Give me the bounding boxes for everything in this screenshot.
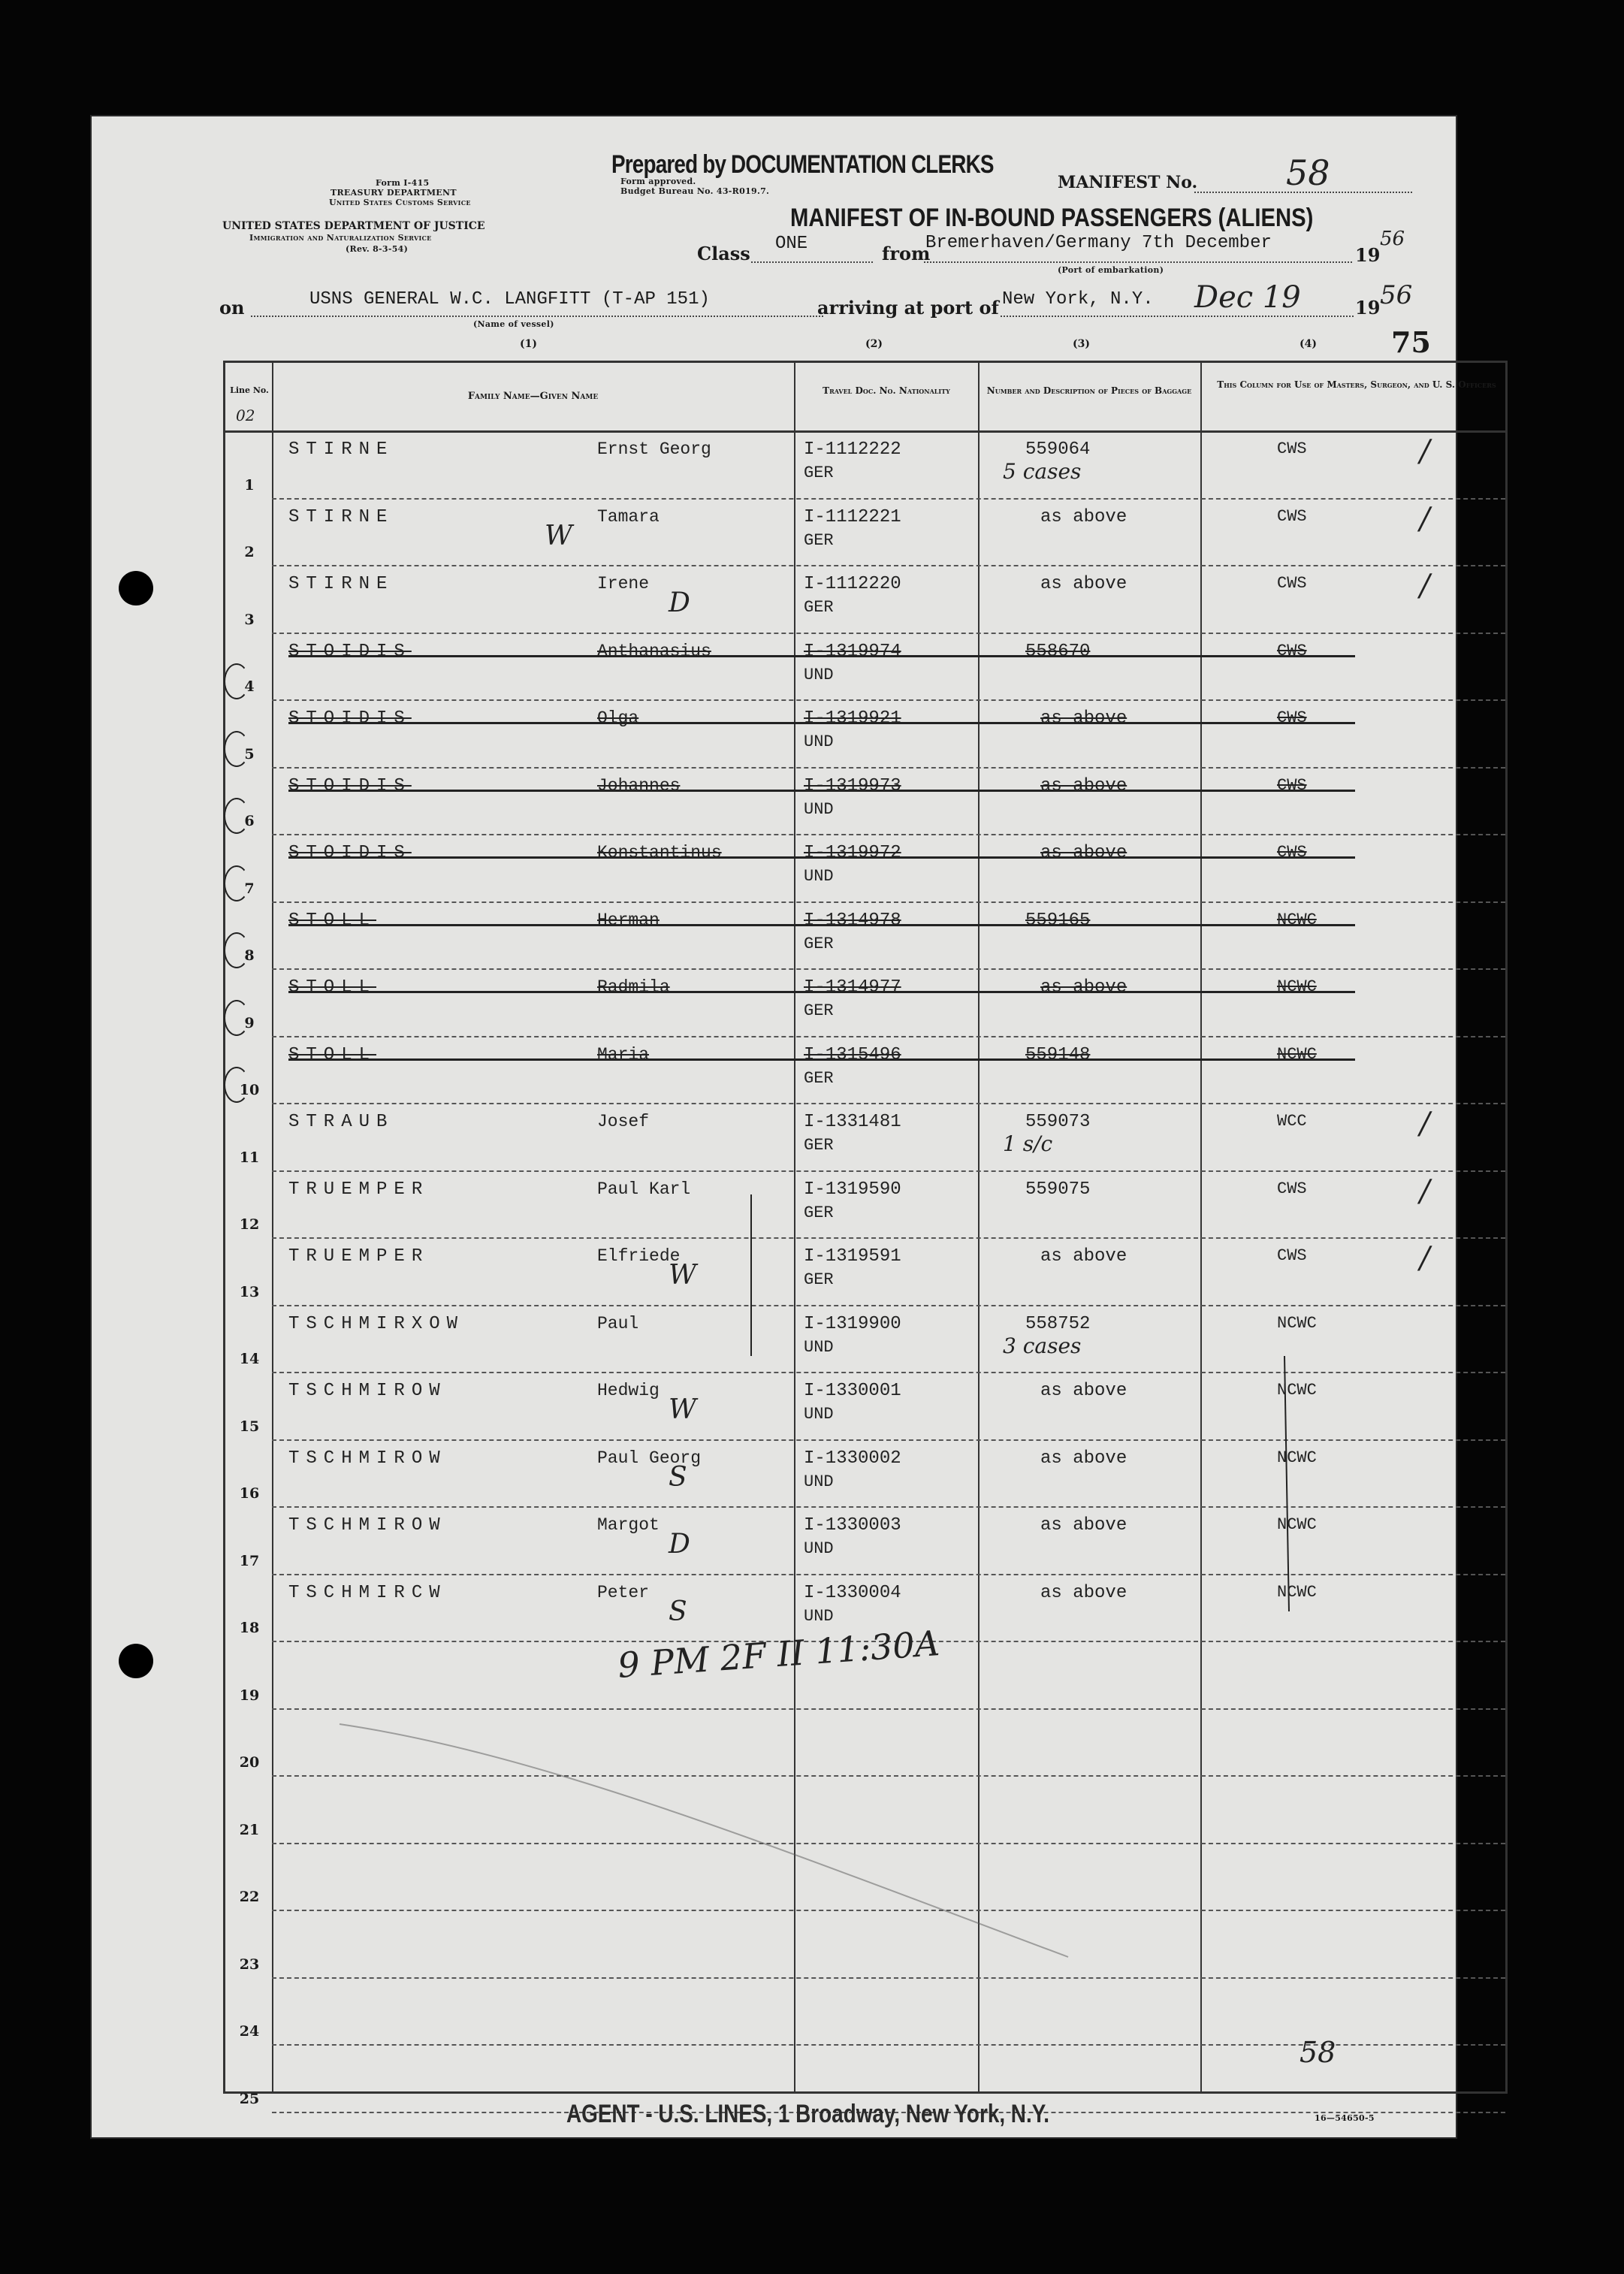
sponsoring-agency: CWS (1277, 574, 1307, 593)
family-name: TRUEMPER (288, 1246, 430, 1267)
family-name: STOIDIS (288, 775, 412, 796)
line-number: 20 (239, 1754, 260, 1771)
given-name: Maria (597, 1044, 650, 1065)
family-name: TRUEMPER (288, 1179, 430, 1200)
baggage-description: as above (1040, 574, 1127, 594)
nationality: GER (804, 1136, 834, 1155)
given-name: Paul Karl (597, 1179, 691, 1199)
baggage-description: 559064 (1025, 439, 1091, 460)
sponsoring-agency: NCWC (1277, 1381, 1317, 1400)
nationality: GER (804, 530, 834, 550)
given-name: Tamara (597, 506, 660, 527)
punch-hole-top (119, 571, 153, 605)
travel-doc-number: I-1330003 (804, 1515, 901, 1536)
line-number: 9 (244, 1014, 255, 1031)
family-name: STOIDIS (288, 641, 412, 662)
nationality: GER (804, 1001, 834, 1020)
relation-mark: W (545, 520, 573, 551)
baggage-note: 5 cases (1003, 459, 1082, 484)
given-name: Margot (597, 1515, 660, 1535)
family-name: STIRNE (288, 439, 394, 460)
line-no-header: Line No. (230, 385, 269, 395)
baggage-description: as above (1040, 843, 1127, 863)
nationality: GER (804, 464, 834, 482)
manifest-title: MANIFEST OF IN-BOUND PASSENGERS (ALIENS) (790, 204, 1314, 232)
nationality: GER (804, 1068, 834, 1088)
travel-doc-number: I-1314978 (804, 910, 901, 931)
year-suffix: 56 (1380, 228, 1405, 250)
name-header: Family Name—Given Name (467, 391, 599, 402)
sponsoring-agency: NCWC (1277, 977, 1317, 996)
family-name: STIRNE (288, 506, 394, 527)
revision-label: (Rev. 8-3-54) (346, 244, 409, 254)
nationality: UND (804, 1472, 834, 1491)
line-number: 6 (244, 813, 255, 829)
nationality: GER (804, 934, 834, 953)
given-name: Paul Georg (597, 1448, 702, 1468)
line-number: 11 (239, 1149, 260, 1166)
line-number: 25 (239, 2090, 260, 2107)
baggage-header: Number and Description of Pieces of Baggage (986, 385, 1192, 396)
travel-doc-number: I-1315496 (804, 1044, 901, 1065)
travel-doc-number: I-1319900 (804, 1313, 901, 1334)
punch-hole-bottom (119, 1644, 153, 1678)
arriving-label: arriving at port of (817, 297, 999, 319)
customs-label: United States Customs Service (329, 198, 471, 207)
family-name: TSCHMIRXOW (288, 1313, 465, 1334)
relation-mark: S (669, 1461, 687, 1493)
sponsoring-agency: NCWC (1277, 1313, 1317, 1333)
arrival-year-prefix: 19 (1355, 297, 1381, 319)
line-number: 1 (244, 476, 255, 494)
line-number: 3 (244, 611, 255, 628)
nationality: GER (804, 1270, 834, 1289)
travel-doc-number: I-1319590 (804, 1179, 901, 1200)
sponsoring-agency: CWS (1277, 439, 1307, 458)
line-number: 17 (239, 1552, 260, 1569)
family-name: STOLL (288, 1044, 377, 1065)
sponsoring-agency: CWS (1277, 1246, 1307, 1265)
travel-doc-number: I-1330002 (804, 1448, 901, 1469)
family-name: STOLL (288, 977, 377, 998)
baggage-description: as above (1040, 506, 1127, 527)
print-code: 16—54650-5 (1315, 2113, 1375, 2123)
relation-mark: D (669, 1529, 690, 1560)
class-value: ONE (775, 234, 808, 254)
sponsoring-agency: NCWC (1277, 1448, 1317, 1467)
family-name: STOIDIS (288, 708, 412, 729)
officers-header: This Column for Use of Masters, Surgeon, and U. S. Officers (1217, 379, 1496, 390)
line-number: 19 (239, 1687, 260, 1704)
check-mark: / (1420, 1241, 1430, 1276)
travel-doc-number: I-1319973 (804, 775, 901, 796)
check-mark: / (1420, 501, 1430, 536)
travel-doc-number: I-1331481 (804, 1112, 901, 1132)
family-name: STOIDIS (288, 843, 412, 863)
line-number: 24 (239, 2023, 260, 2040)
line-number: 12 (239, 1216, 260, 1233)
family-name: STOLL (288, 910, 377, 931)
baggage-description: 559148 (1025, 1044, 1091, 1065)
check-mark: / (1420, 1107, 1430, 1141)
nationality: GER (804, 598, 834, 617)
relation-mark: W (669, 1260, 697, 1291)
manifest-sheet (92, 116, 1496, 2137)
line-no-handwritten: 02 (236, 406, 255, 424)
manifest-no-label: MANIFEST No. (1058, 173, 1198, 192)
nationality: UND (804, 867, 834, 886)
given-name: Herman (597, 910, 660, 930)
line-number: 14 (239, 1351, 260, 1367)
nationality: UND (804, 665, 834, 684)
sponsoring-agency: CWS (1277, 775, 1307, 795)
travel-doc-number: I-1330001 (804, 1381, 901, 1401)
given-name: Hedwig (597, 1381, 660, 1400)
justice-label: UNITED STATES DEPARTMENT OF JUSTICE (222, 220, 485, 232)
given-name: Peter (597, 1582, 650, 1602)
baggage-description: 559075 (1025, 1179, 1091, 1200)
travel-doc-number: I-1319591 (804, 1246, 901, 1267)
nationality: UND (804, 799, 834, 819)
col-3-number: (3) (1073, 338, 1090, 350)
baggage-description: 559165 (1025, 910, 1091, 931)
prepared-by-stamp: Prepared by DOCUMENTATION CLERKS (611, 150, 994, 179)
nationality: UND (804, 1606, 834, 1626)
embarkation-value: Bremerhaven/Germany 7th December (925, 233, 1272, 253)
line-number: 8 (244, 947, 255, 964)
family-name: TSCHMIRCW (288, 1582, 447, 1603)
baggage-description: as above (1040, 1246, 1127, 1267)
family-name: STIRNE (288, 574, 394, 594)
line-number: 10 (239, 1082, 260, 1098)
line-number: 4 (244, 678, 255, 695)
line-number: 23 (239, 1955, 260, 1973)
given-name: Elfriede (597, 1246, 681, 1266)
agent-footer: AGENT - U.S. LINES, 1 Broadway, New York, N.Y. (566, 2100, 1049, 2128)
baggage-description: 559073 (1025, 1112, 1091, 1132)
line-number: 2 (244, 544, 255, 560)
line-number: 15 (239, 1418, 260, 1435)
form-approved-label: Form approved. (620, 177, 696, 186)
sponsoring-agency: NCWC (1277, 910, 1317, 929)
check-mark: / (1420, 569, 1430, 603)
baggage-note: 3 cases (1003, 1333, 1082, 1358)
col-4-number: (4) (1300, 338, 1317, 350)
travel-doc-number: I-1319921 (804, 708, 901, 729)
given-name: Paul (597, 1313, 639, 1333)
from-label: from (882, 243, 931, 264)
class-label: Class (697, 243, 750, 264)
baggage-description: as above (1040, 1448, 1127, 1469)
year-prefix: 19 (1355, 244, 1381, 266)
nationality: UND (804, 1405, 834, 1424)
vessel-name-note: (Name of vessel) (473, 319, 554, 329)
given-name: Konstantinus (597, 843, 722, 862)
baggage-description: 558752 (1025, 1313, 1091, 1334)
relation-mark: S (669, 1596, 687, 1627)
relation-mark: D (669, 587, 690, 618)
nationality: UND (804, 732, 834, 751)
family-name: TSCHMIROW (288, 1515, 447, 1536)
form-number: Form I-415 (376, 178, 430, 188)
travel-doc-header: Travel Doc. No. Nationality (823, 385, 950, 396)
ins-label: Immigration and Naturalization Service (249, 233, 432, 243)
pencil-stroke (92, 116, 1456, 2137)
baggage-description: as above (1040, 977, 1127, 998)
check-mark: / (1420, 1173, 1430, 1209)
given-name: Irene (597, 574, 650, 593)
nationality: UND (804, 1337, 834, 1357)
sponsoring-agency: NCWC (1277, 1044, 1317, 1064)
family-name: TSCHMIROW (288, 1448, 447, 1469)
line-number: 21 (239, 1821, 260, 1838)
nationality: GER (804, 1203, 834, 1222)
sponsoring-agency: NCWC (1277, 1515, 1317, 1534)
given-name: Johannes (597, 775, 681, 796)
port-embarkation-note: (Port of embarkation) (1058, 265, 1164, 275)
given-name: Radmila (597, 977, 670, 997)
nationality: UND (804, 1539, 834, 1558)
baggage-description: as above (1040, 1381, 1127, 1401)
baggage-description: 558670 (1025, 641, 1091, 662)
travel-doc-number: I-1330004 (804, 1582, 901, 1603)
sponsoring-agency: CWS (1277, 708, 1307, 727)
manifest-number: 58 (1286, 153, 1330, 193)
given-name: Josef (597, 1112, 650, 1131)
sponsoring-agency: CWS (1277, 506, 1307, 526)
travel-doc-number: I-1112220 (804, 574, 901, 594)
line-number: 18 (239, 1620, 260, 1636)
given-name: Ernst Georg (597, 439, 711, 459)
relation-mark: W (669, 1394, 697, 1425)
col-1-number: (1) (520, 338, 537, 350)
vessel-name: USNS GENERAL W.C. LANGFITT (T-AP 151) (309, 289, 710, 310)
baggage-description: as above (1040, 1515, 1127, 1536)
baggage-description: as above (1040, 775, 1127, 796)
arrival-year-suffix: 56 (1380, 280, 1413, 310)
sponsoring-agency: CWS (1277, 641, 1307, 660)
baggage-description: as above (1040, 1582, 1127, 1603)
line-number: 13 (239, 1283, 260, 1300)
travel-doc-number: I-1319974 (804, 641, 901, 662)
given-name: Olga (597, 708, 639, 728)
sponsoring-agency: CWS (1277, 843, 1307, 862)
line-number: 7 (244, 880, 255, 897)
arrival-port: New York, N.Y. (1002, 289, 1154, 310)
baggage-note: 1 s/c (1003, 1131, 1053, 1156)
travel-doc-number: I-1319972 (804, 843, 901, 863)
travel-doc-number: I-1314977 (804, 977, 901, 998)
treasury-label: TREASURY DEPARTMENT (331, 188, 457, 198)
family-name: TSCHMIROW (288, 1381, 447, 1401)
arrival-date: Dec 19 (1194, 280, 1301, 315)
line-number: 22 (239, 1889, 260, 1905)
line-number: 5 (244, 745, 255, 763)
sponsoring-agency: CWS (1277, 1179, 1307, 1198)
col-2-number: (2) (865, 338, 883, 350)
travel-doc-number: I-1112222 (804, 439, 901, 460)
handwritten-stamp-note: 9 PM 2F II 11:30A (616, 1623, 941, 1686)
given-name: Anthanasius (597, 641, 711, 661)
check-mark: / (1420, 434, 1430, 469)
page-number: 75 (1391, 325, 1431, 359)
travel-doc-number: I-1112221 (804, 506, 901, 527)
bottom-count: 58 (1300, 2036, 1336, 2069)
family-name: STRAUB (288, 1112, 394, 1132)
budget-label: Budget Bureau No. 43-R019.7. (620, 186, 770, 196)
sponsoring-agency: WCC (1277, 1112, 1307, 1131)
sponsoring-agency: NCWC (1277, 1582, 1317, 1602)
line-number: 16 (239, 1485, 260, 1502)
baggage-description: as above (1040, 708, 1127, 729)
on-label: on (219, 297, 245, 319)
